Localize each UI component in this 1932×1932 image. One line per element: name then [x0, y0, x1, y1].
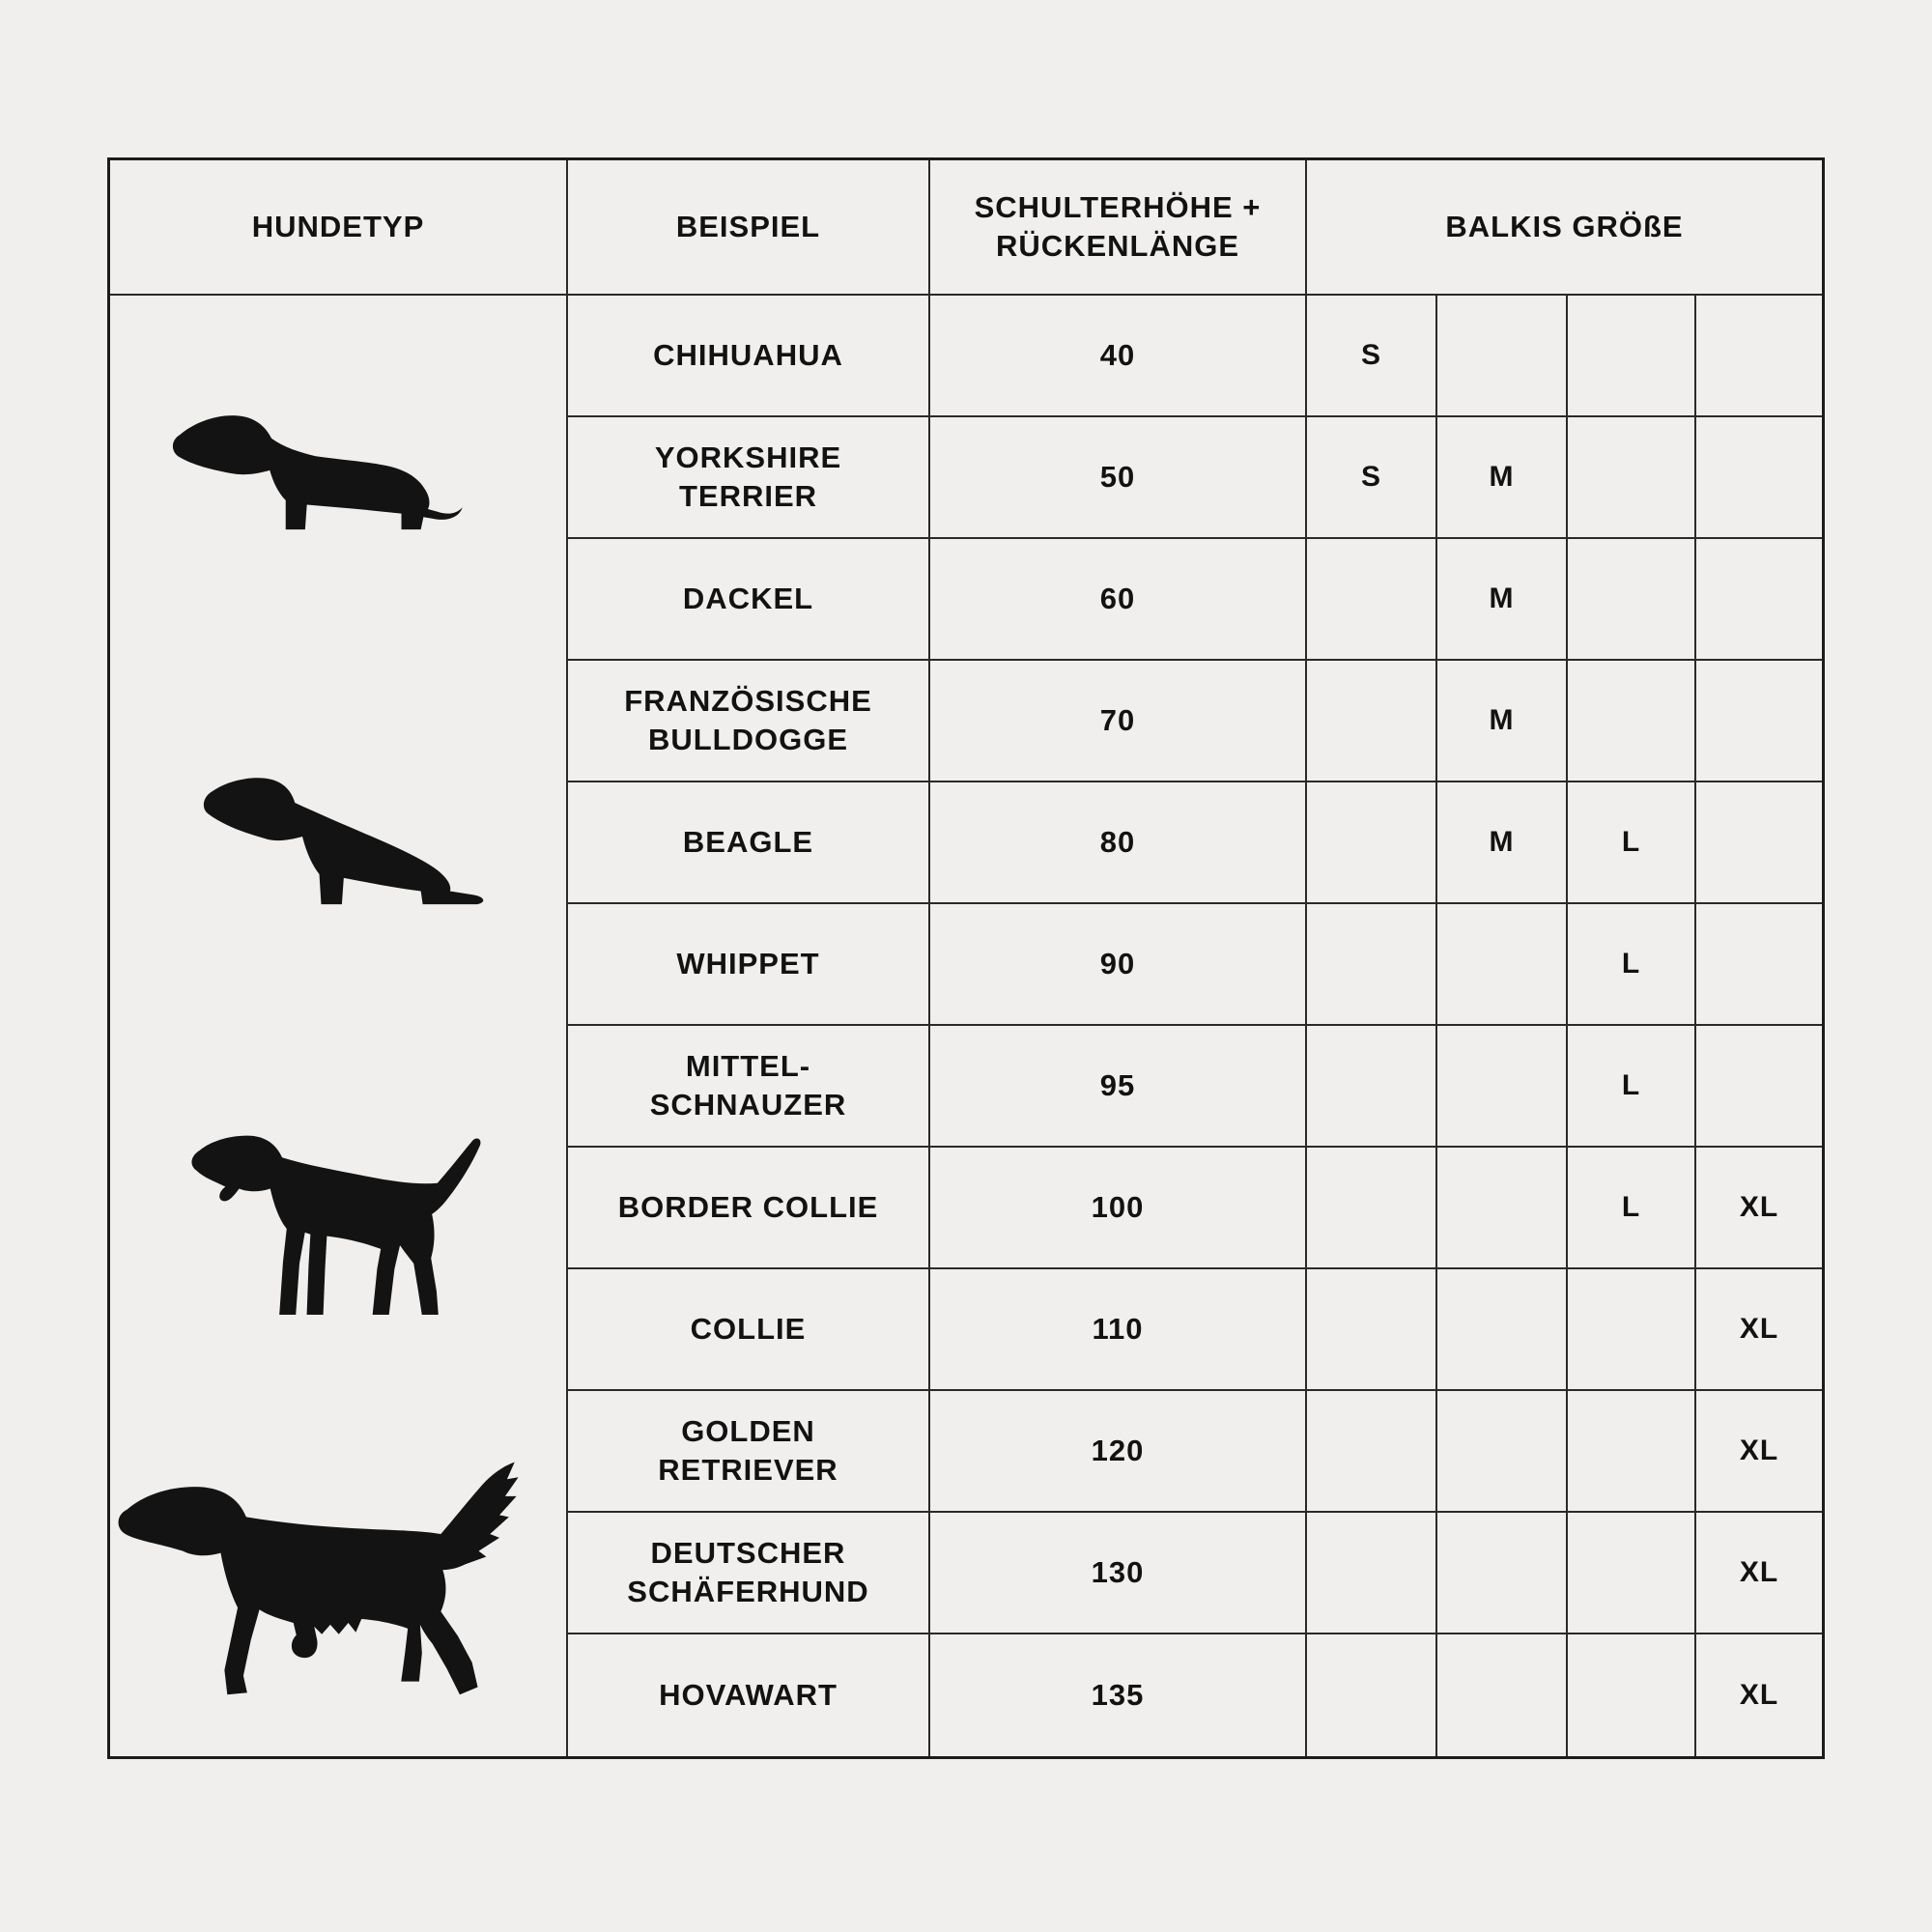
header-hundetyp-label: HUNDETYP [251, 210, 425, 243]
header-measure-line1: SCHULTERHÖHE + [974, 190, 1262, 224]
measure-value: 135 [1091, 1678, 1145, 1712]
header-measure-line2: RÜCKENLÄNGE [995, 229, 1240, 263]
size-cell-xl [1696, 539, 1822, 661]
measure-cell [930, 661, 1307, 782]
size-mark: XL [1739, 1556, 1779, 1588]
measure-cell [930, 417, 1307, 539]
breed-name: CHIHUAHUA [653, 338, 843, 372]
measure-value: 40 [1099, 338, 1136, 372]
measure-value: 100 [1091, 1190, 1145, 1224]
size-cell-s [1307, 1634, 1437, 1756]
size-cell-xl [1696, 782, 1822, 904]
standing-dog-icon [178, 1112, 489, 1331]
measure-value: 95 [1099, 1068, 1136, 1102]
size-cell-m [1437, 539, 1568, 661]
dachshund-icon [163, 407, 465, 530]
size-cell-xl [1696, 1026, 1822, 1148]
dog-type-column-cell [110, 296, 568, 1756]
size-mark: XL [1739, 1435, 1779, 1466]
measure-value: 110 [1092, 1312, 1144, 1346]
size-cell-m [1437, 1269, 1568, 1391]
size-mark: M [1489, 461, 1515, 493]
size-cell-xl [1696, 1148, 1822, 1269]
size-cell-s [1307, 417, 1437, 539]
size-cell-s [1307, 1391, 1437, 1513]
size-mark: L [1621, 1191, 1641, 1223]
breed-name: DEUTSCHER [650, 1536, 846, 1570]
header-schulterhoehe-rueckenlaenge [930, 160, 1307, 296]
breed-cell [568, 1269, 930, 1391]
size-cell-xl [1696, 661, 1822, 782]
header-beispiel [568, 160, 930, 296]
dog-size-chart-table [107, 157, 1825, 1759]
breed-cell [568, 1634, 930, 1756]
size-mark: L [1621, 948, 1641, 980]
breed-cell [568, 296, 930, 417]
sitting-dog-icon [187, 767, 489, 908]
breed-name: DACKEL [682, 582, 814, 615]
measure-cell [930, 1634, 1307, 1756]
size-cell-s [1307, 296, 1437, 417]
size-cell-l [1568, 417, 1696, 539]
measure-cell [930, 904, 1307, 1026]
size-mark: L [1621, 1069, 1641, 1101]
size-cell-s [1307, 1513, 1437, 1634]
breed-cell [568, 661, 930, 782]
size-cell-xl [1696, 1391, 1822, 1513]
breed-name: FRANZÖSISCHE [624, 684, 872, 718]
breed-name: BEAGLE [682, 825, 814, 859]
breed-cell [568, 782, 930, 904]
size-cell-l [1568, 539, 1696, 661]
header-balkis-groesse [1307, 160, 1822, 296]
size-cell-xl [1696, 1513, 1822, 1634]
breed-cell [568, 1391, 930, 1513]
size-mark: S [1360, 461, 1381, 493]
breed-name: MITTEL- [685, 1049, 811, 1083]
size-cell-m [1437, 1148, 1568, 1269]
size-cell-l [1568, 782, 1696, 904]
retriever-icon [110, 1443, 545, 1755]
measure-cell [930, 1148, 1307, 1269]
breed-cell [568, 904, 930, 1026]
size-mark: XL [1739, 1679, 1779, 1711]
measure-cell [930, 1391, 1307, 1513]
header-balkis-groesse-label: BALKIS GRÖßE [1445, 210, 1684, 243]
breed-name: YORKSHIRE [654, 440, 842, 474]
measure-value: 130 [1091, 1555, 1145, 1589]
size-cell-l [1568, 904, 1696, 1026]
measure-value: 90 [1099, 947, 1136, 980]
breed-name: HOVAWART [659, 1678, 838, 1712]
measure-value: 120 [1091, 1434, 1145, 1467]
size-cell-xl [1696, 904, 1822, 1026]
measure-value: 70 [1099, 703, 1136, 737]
measure-cell [930, 1513, 1307, 1634]
size-cell-l [1568, 1634, 1696, 1756]
header-beispiel-label: BEISPIEL [675, 210, 821, 243]
size-cell-m [1437, 782, 1568, 904]
size-cell-m [1437, 661, 1568, 782]
size-cell-s [1307, 904, 1437, 1026]
size-cell-l [1568, 1513, 1696, 1634]
size-cell-l [1568, 1026, 1696, 1148]
breed-cell [568, 417, 930, 539]
size-cell-xl [1696, 1634, 1822, 1756]
size-cell-m [1437, 1026, 1568, 1148]
size-cell-m [1437, 904, 1568, 1026]
size-cell-xl [1696, 1269, 1822, 1391]
size-cell-s [1307, 1026, 1437, 1148]
breed-name: GOLDEN [681, 1414, 815, 1448]
size-cell-l [1568, 661, 1696, 782]
size-cell-s [1307, 782, 1437, 904]
size-mark: M [1489, 826, 1515, 858]
measure-value: 60 [1099, 582, 1136, 615]
breed-cell [568, 1026, 930, 1148]
size-mark: M [1489, 582, 1515, 614]
size-cell-xl [1696, 417, 1822, 539]
size-cell-l [1568, 1391, 1696, 1513]
size-cell-l [1568, 296, 1696, 417]
size-cell-s [1307, 661, 1437, 782]
size-mark: L [1621, 826, 1641, 858]
size-cell-s [1307, 1148, 1437, 1269]
size-cell-l [1568, 1269, 1696, 1391]
size-mark: XL [1739, 1191, 1779, 1223]
measure-cell [930, 296, 1307, 417]
size-cell-m [1437, 1513, 1568, 1634]
size-cell-m [1437, 296, 1568, 417]
breed-name-line2: SCHÄFERHUND [627, 1575, 869, 1608]
header-hundetyp [110, 160, 568, 296]
breed-name: COLLIE [690, 1312, 807, 1346]
measure-cell [930, 782, 1307, 904]
measure-cell [930, 1026, 1307, 1148]
breed-name-line2: SCHNAUZER [649, 1088, 847, 1122]
measure-value: 50 [1099, 460, 1136, 494]
size-cell-xl [1696, 296, 1822, 417]
breed-cell [568, 1148, 930, 1269]
breed-name-line2: TERRIER [678, 479, 818, 513]
size-cell-m [1437, 417, 1568, 539]
size-cell-m [1437, 1391, 1568, 1513]
breed-cell [568, 539, 930, 661]
size-mark: M [1489, 704, 1515, 736]
breed-cell [568, 1513, 930, 1634]
breed-name: WHIPPET [676, 947, 820, 980]
measure-cell [930, 539, 1307, 661]
size-mark: S [1360, 339, 1381, 371]
breed-name-line2: BULLDOGGE [647, 723, 849, 756]
measure-value: 80 [1099, 825, 1136, 859]
size-cell-s [1307, 1269, 1437, 1391]
size-cell-s [1307, 539, 1437, 661]
size-cell-m [1437, 1634, 1568, 1756]
size-mark: XL [1739, 1313, 1779, 1345]
breed-name-line2: RETRIEVER [658, 1453, 838, 1487]
breed-name: BORDER COLLIE [617, 1190, 879, 1224]
size-cell-l [1568, 1148, 1696, 1269]
measure-cell [930, 1269, 1307, 1391]
